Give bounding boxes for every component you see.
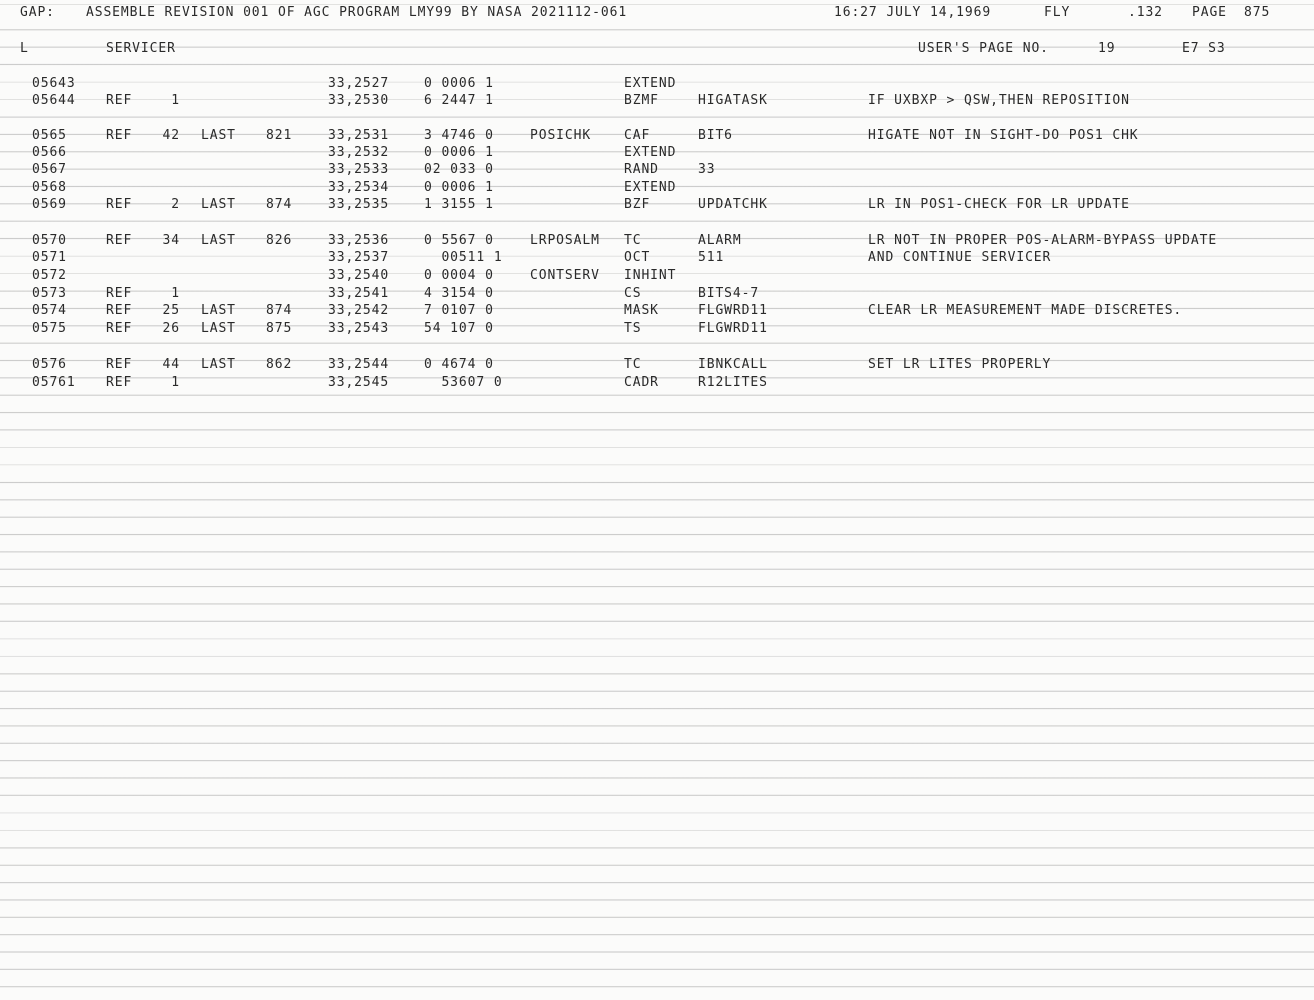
comment: LR NOT IN PROPER POS-ALARM-BYPASS UPDATE	[868, 233, 1218, 248]
last-keyword: LAST	[201, 321, 236, 336]
ref-count: 34	[162, 233, 180, 248]
sequence-number: 0565	[32, 128, 67, 143]
octal-word: 6 2447 1	[424, 93, 494, 108]
page-label: PAGE	[1192, 5, 1227, 20]
ref-count: 1	[171, 286, 180, 301]
address: 33,2540	[328, 268, 390, 283]
address: 33,2533	[328, 162, 390, 177]
sequence-number: 0570	[32, 233, 67, 248]
operand: BITS4-7	[698, 286, 760, 301]
address: 33,2544	[328, 357, 390, 372]
opcode: EXTEND	[624, 180, 677, 195]
address: 33,2545	[328, 375, 390, 390]
opcode: RAND	[624, 162, 659, 177]
opcode: EXTEND	[624, 76, 677, 91]
ref-count: 44	[162, 357, 180, 372]
octal-word: 0 5567 0	[424, 233, 494, 248]
ref-keyword: REF	[106, 321, 133, 336]
sequence-number: 0576	[32, 357, 67, 372]
address: 33,2531	[328, 128, 390, 143]
octal-word: 4 3154 0	[424, 286, 494, 301]
listing-row	[0, 250, 1314, 267]
operand: IBNKCALL	[698, 357, 768, 372]
address: 33,2535	[328, 197, 390, 212]
sequence-number: 0573	[32, 286, 67, 301]
assembly-mode: FLY	[1044, 5, 1071, 20]
last-page: 874	[266, 197, 293, 212]
address: 33,2532	[328, 145, 390, 160]
opcode: TS	[624, 321, 642, 336]
section-marker: L	[20, 41, 29, 56]
sequence-number: 0567	[32, 162, 67, 177]
listing-row	[0, 233, 1314, 250]
operand: R12LITES	[698, 375, 768, 390]
ref-keyword: REF	[106, 357, 133, 372]
users-page-label: USER'S PAGE NO.	[918, 41, 1049, 56]
comment: SET LR LITES PROPERLY	[868, 357, 1052, 372]
address: 33,2527	[328, 76, 390, 91]
ref-count: 1	[171, 93, 180, 108]
last-page: 821	[266, 128, 293, 143]
address: 33,2542	[328, 303, 390, 318]
address: 33,2537	[328, 250, 390, 265]
ref-keyword: REF	[106, 286, 133, 301]
listing-row	[0, 268, 1314, 285]
listing-row	[0, 303, 1314, 320]
ref-count: 1	[171, 375, 180, 390]
comment: CLEAR LR MEASUREMENT MADE DISCRETES.	[868, 303, 1183, 318]
address: 33,2534	[328, 180, 390, 195]
ref-keyword: REF	[106, 233, 133, 248]
opcode: TC	[624, 357, 642, 372]
comment: HIGATE NOT IN SIGHT-DO POS1 CHK	[868, 128, 1139, 143]
ref-count: 26	[162, 321, 180, 336]
ref-keyword: REF	[106, 93, 133, 108]
ref-keyword: REF	[106, 303, 133, 318]
octal-word: 54 107 0	[424, 321, 494, 336]
last-page: 874	[266, 303, 293, 318]
ref-count: 42	[162, 128, 180, 143]
symbol-label: POSICHK	[530, 128, 592, 143]
listing-row	[0, 145, 1314, 162]
operand: 511	[698, 250, 725, 265]
comment: AND CONTINUE SERVICER	[868, 250, 1052, 265]
octal-word: 53607 0	[424, 375, 503, 390]
octal-word: 0 0004 0	[424, 268, 494, 283]
opcode: MASK	[624, 303, 659, 318]
users-page-number: 19	[1098, 41, 1116, 56]
ref-count: 2	[171, 197, 180, 212]
opcode: CADR	[624, 375, 659, 390]
octal-word: 0 4674 0	[424, 357, 494, 372]
last-keyword: LAST	[201, 303, 236, 318]
ref-count: 25	[162, 303, 180, 318]
octal-word: 7 0107 0	[424, 303, 494, 318]
sequence-number: 05761	[32, 375, 76, 390]
last-keyword: LAST	[201, 128, 236, 143]
opcode: OCT	[624, 250, 651, 265]
opcode: TC	[624, 233, 642, 248]
last-page: 862	[266, 357, 293, 372]
sequence-number: 0569	[32, 197, 67, 212]
address: 33,2536	[328, 233, 390, 248]
sequence-number: 0574	[32, 303, 67, 318]
listing-row	[0, 162, 1314, 179]
listing-row	[0, 357, 1314, 374]
comment: LR IN POS1-CHECK FOR LR UPDATE	[868, 197, 1130, 212]
operand: ALARM	[698, 233, 742, 248]
sequence-number: 0566	[32, 145, 67, 160]
octal-word: 3 4746 0	[424, 128, 494, 143]
listing-row	[0, 180, 1314, 197]
page-number: 875	[1244, 5, 1271, 20]
symbol-label: LRPOSALM	[530, 233, 600, 248]
assembly-code: .132	[1128, 5, 1163, 20]
sequence-number: 05643	[32, 76, 76, 91]
listing-row	[0, 197, 1314, 214]
listing-row	[0, 321, 1314, 338]
assembly-title: ASSEMBLE REVISION 001 OF AGC PROGRAM LMY99 BY NASA 2021112-061	[86, 5, 628, 20]
listing-row	[0, 128, 1314, 145]
operand: FLGWRD11	[698, 303, 768, 318]
opcode: INHINT	[624, 268, 677, 283]
sequence-number: 05644	[32, 93, 76, 108]
octal-word: 0 0006 1	[424, 145, 494, 160]
opcode: BZMF	[624, 93, 659, 108]
symbol-label: CONTSERV	[530, 268, 600, 283]
operand: HIGATASK	[698, 93, 768, 108]
listing-row	[0, 93, 1314, 110]
octal-word: 0 0006 1	[424, 76, 494, 91]
operand: 33	[698, 162, 716, 177]
operand: BIT6	[698, 128, 733, 143]
opcode: BZF	[624, 197, 651, 212]
octal-word: 00511 1	[424, 250, 503, 265]
ref-keyword: REF	[106, 197, 133, 212]
operand: FLGWRD11	[698, 321, 768, 336]
last-keyword: LAST	[201, 357, 236, 372]
address: 33,2541	[328, 286, 390, 301]
opcode: CS	[624, 286, 642, 301]
assembler-tag: GAP:	[20, 5, 55, 20]
last-keyword: LAST	[201, 197, 236, 212]
address: 33,2543	[328, 321, 390, 336]
last-keyword: LAST	[201, 233, 236, 248]
last-page: 826	[266, 233, 293, 248]
sequence-number: 0575	[32, 321, 67, 336]
section-name: SERVICER	[106, 41, 176, 56]
ref-keyword: REF	[106, 375, 133, 390]
octal-word: 02 033 0	[424, 162, 494, 177]
opcode: CAF	[624, 128, 651, 143]
operand: UPDATCHK	[698, 197, 768, 212]
octal-word: 1 3155 1	[424, 197, 494, 212]
listing-row	[0, 375, 1314, 392]
last-page: 875	[266, 321, 293, 336]
octal-word: 0 0006 1	[424, 180, 494, 195]
address: 33,2530	[328, 93, 390, 108]
sequence-number: 0572	[32, 268, 67, 283]
assembly-timestamp: 16:27 JULY 14,1969	[834, 5, 992, 20]
checksum: E7 S3	[1182, 41, 1226, 56]
sequence-number: 0568	[32, 180, 67, 195]
ref-keyword: REF	[106, 128, 133, 143]
comment: IF UXBXP > QSW,THEN REPOSITION	[868, 93, 1130, 108]
opcode: EXTEND	[624, 145, 677, 160]
listing-row	[0, 76, 1314, 93]
listing-row	[0, 286, 1314, 303]
sequence-number: 0571	[32, 250, 67, 265]
